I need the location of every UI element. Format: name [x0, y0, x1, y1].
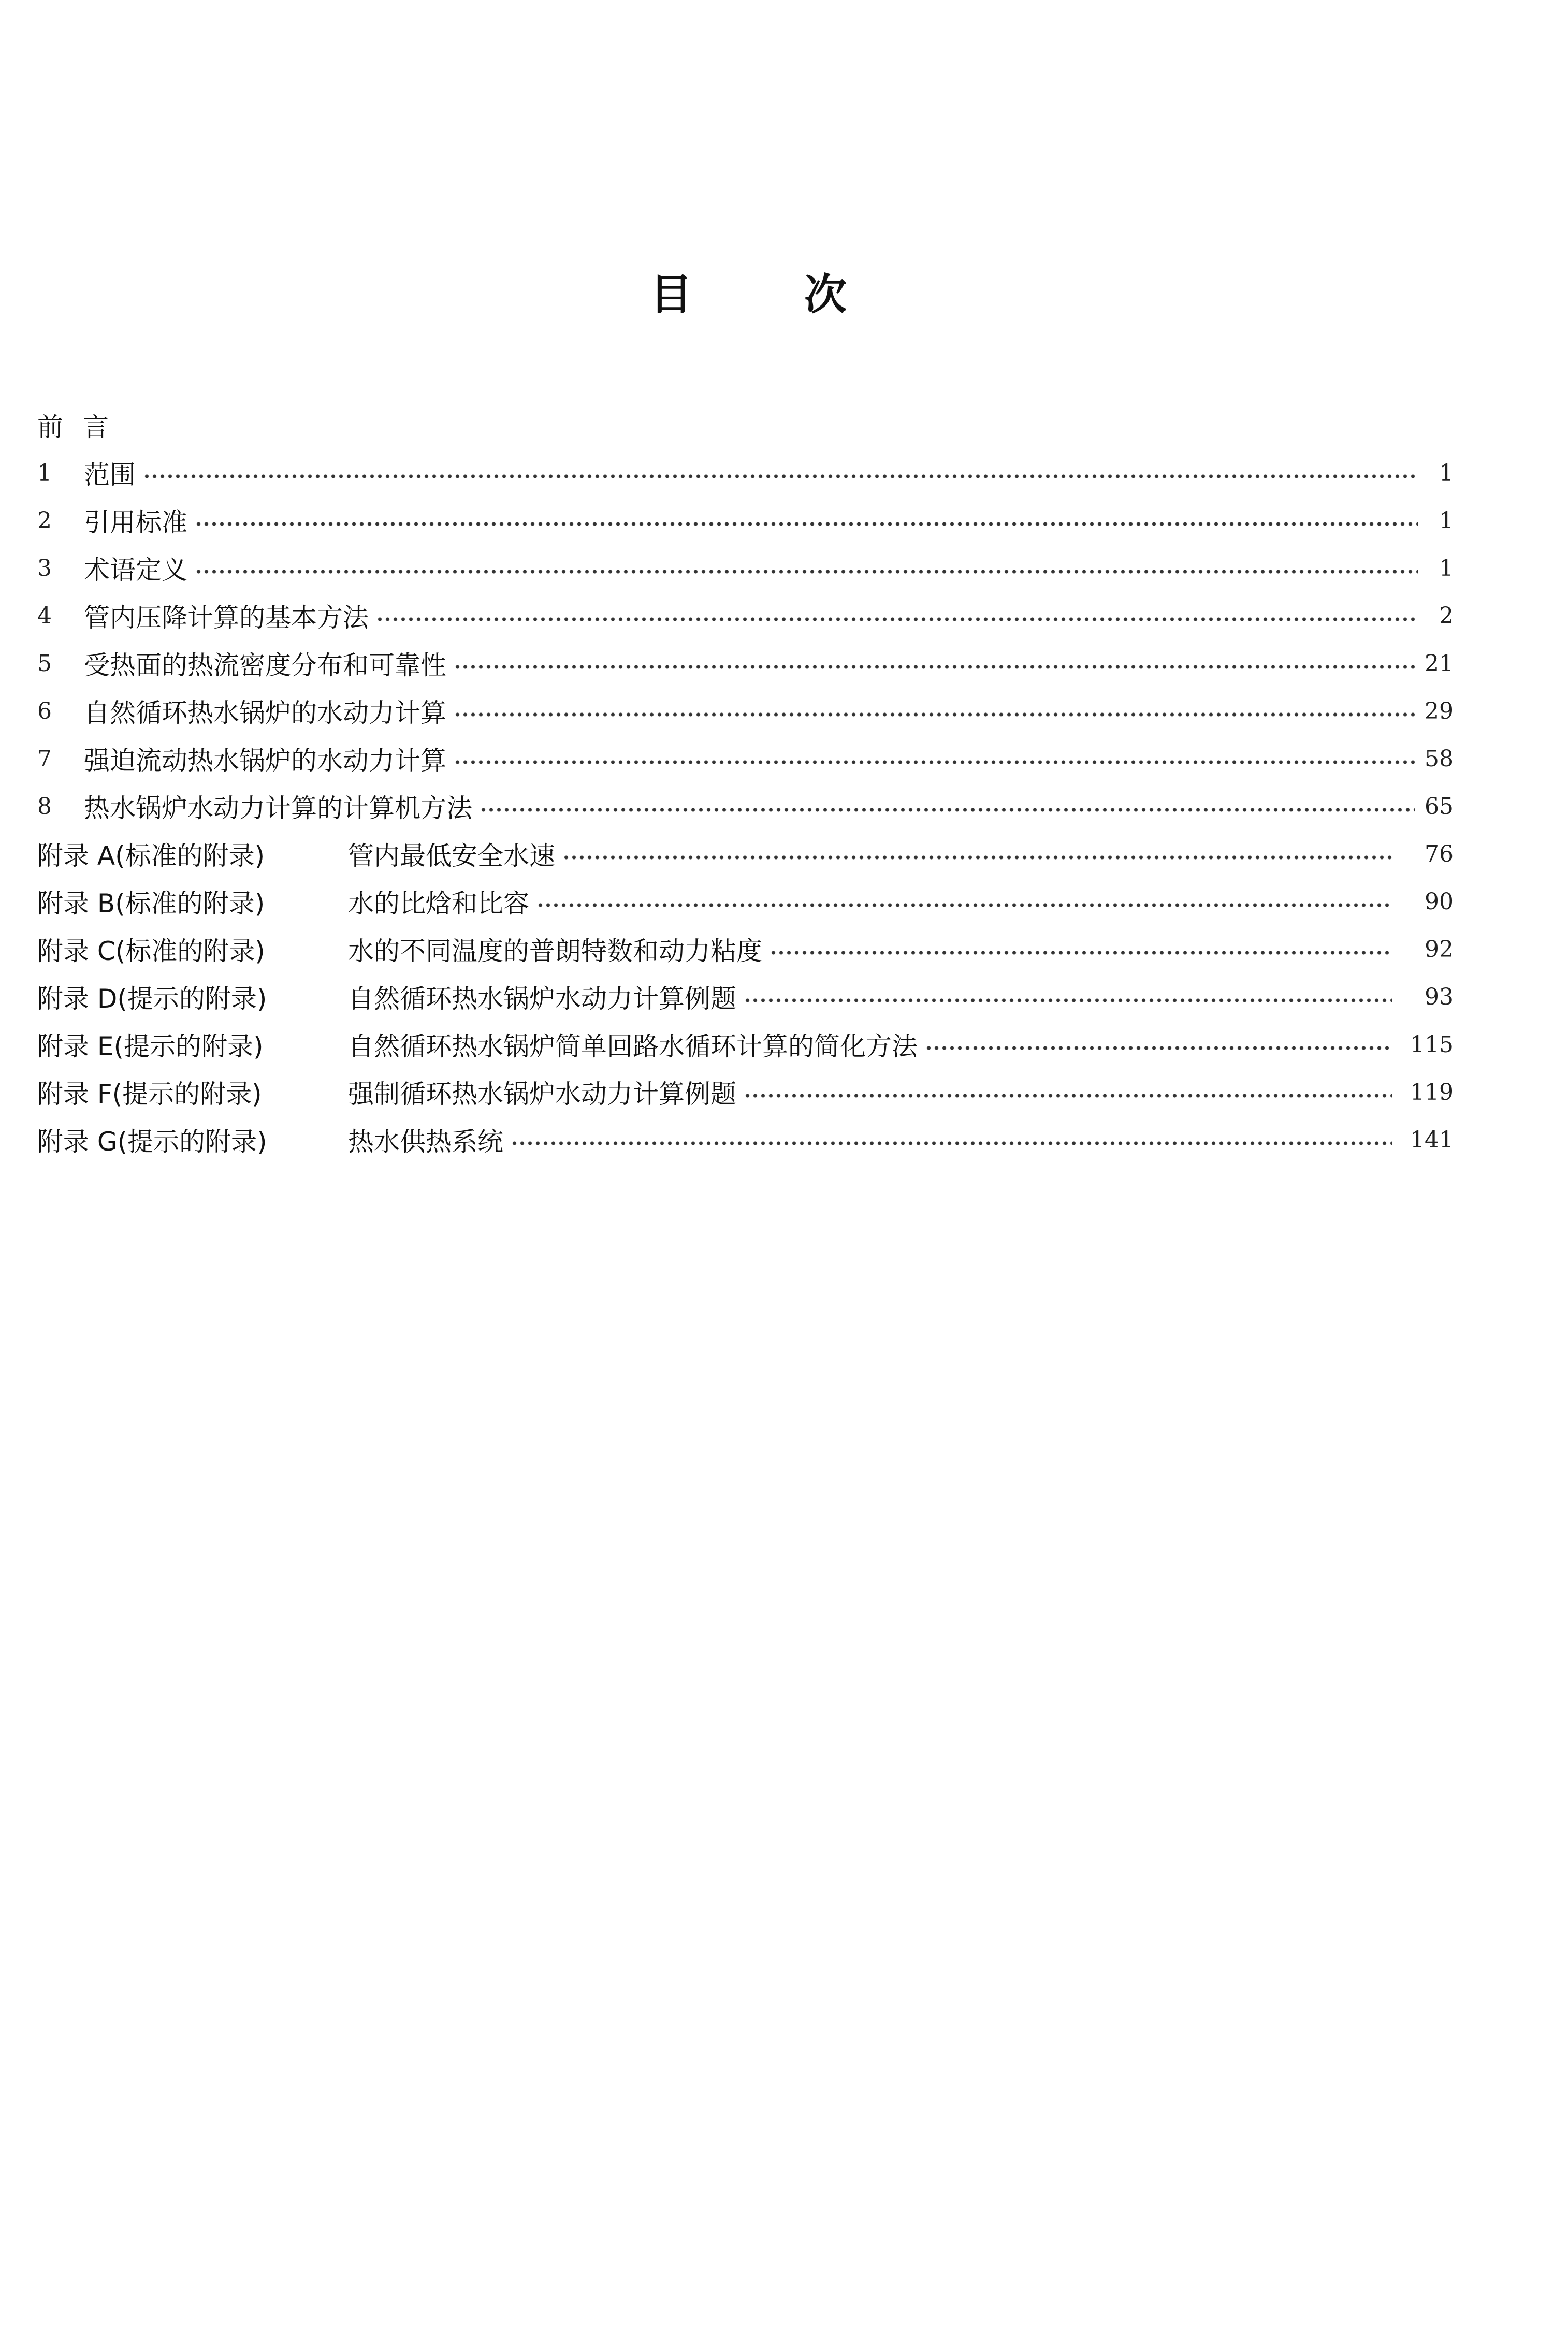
toc-entry-appendix-e[interactable]: [37, 1021, 1454, 1068]
toc-entry-page: 1: [1439, 459, 1454, 486]
toc-leader-dots: [770, 949, 1392, 957]
toc-leader-dots: [744, 1092, 1392, 1100]
toc-entry-appendix-label: 附录 B(标准的附录): [37, 889, 265, 919]
toc-leader-dots: [376, 615, 1418, 623]
toc-entry-page: 76: [1425, 840, 1454, 867]
toc-entry-page: 115: [1410, 1031, 1454, 1058]
toc-entry-title: 自然循环热水锅炉水动力计算例题: [348, 984, 736, 1014]
toc-entry-section-1[interactable]: [37, 449, 1454, 497]
toc-entry-section-6[interactable]: [37, 687, 1454, 735]
toc-entry-section-5[interactable]: [37, 639, 1454, 687]
toc-leader-dots: [454, 758, 1415, 766]
toc-leader-dots: [744, 996, 1392, 1005]
page-title: [650, 269, 847, 321]
page-title-char-2: 次: [804, 270, 847, 319]
toc-entry-title: 引用标准: [84, 507, 187, 537]
toc-entry-title: 管内最低安全水速: [348, 841, 555, 871]
toc-entry-title: 管内压降计算的基本方法: [84, 603, 369, 633]
toc-entry-number: 2: [37, 507, 52, 534]
toc-entry-page: 93: [1425, 983, 1454, 1010]
toc-entry-title: 自然循环热水锅炉简单回路水循环计算的简化方法: [348, 1031, 918, 1061]
toc-leader-dots: [195, 520, 1418, 528]
toc-entry-appendix-c[interactable]: [37, 925, 1454, 973]
toc-leader-dots: [925, 1044, 1392, 1052]
toc-entry-title: 强迫流动热水锅炉的水动力计算: [84, 746, 446, 776]
toc-entry-title: 受热面的热流密度分布和可靠性: [84, 650, 446, 680]
toc-entry-page: 65: [1425, 793, 1454, 820]
toc-entry-number: 5: [37, 650, 52, 677]
toc-entry-page: 1: [1439, 507, 1454, 534]
toc-entry-title: 热水供热系统: [348, 1127, 503, 1157]
page-title-char-1: 目: [650, 270, 693, 319]
toc-entry-page: 2: [1439, 602, 1454, 629]
toc-entry-title: 热水锅炉水动力计算的计算机方法: [84, 793, 472, 823]
toc-entry-number: 3: [37, 555, 52, 581]
toc-leader-dots: [195, 567, 1418, 576]
toc-entry-appendix-a[interactable]: [37, 830, 1454, 878]
section-list: [37, 449, 1454, 830]
toc-entry-number: 4: [37, 602, 52, 629]
toc-entry-section-2[interactable]: [37, 497, 1454, 544]
toc-entry-number: 1: [37, 459, 52, 486]
toc-entry-title: 术语定义: [84, 555, 187, 585]
toc-entry-appendix-label: 附录 F(提示的附录): [37, 1079, 262, 1109]
toc-preface[interactable]: 前言: [37, 412, 128, 442]
toc-entry-appendix-label: 附录 D(提示的附录): [37, 984, 267, 1014]
toc-entry-page: 1: [1439, 555, 1454, 581]
toc-entry-appendix-label: 附录 A(标准的附录): [37, 841, 265, 871]
toc-entry-title: 自然循环热水锅炉的水动力计算: [84, 698, 446, 728]
appendix-list: [37, 830, 1454, 1163]
toc-entry-section-7[interactable]: [37, 735, 1454, 782]
toc-entry-number: 7: [37, 745, 52, 772]
toc-entry-page: 21: [1425, 650, 1454, 677]
toc-entry-appendix-f[interactable]: [37, 1068, 1454, 1116]
toc-entry-appendix-b[interactable]: [37, 878, 1454, 925]
toc-leader-dots: [454, 663, 1415, 671]
toc-entry-section-8[interactable]: [37, 782, 1454, 830]
table-of-contents: [37, 401, 1454, 1163]
toc-leader-dots: [480, 806, 1415, 814]
toc-leader-dots: [454, 710, 1415, 719]
toc-entry-appendix-label: 附录 C(标准的附录): [37, 936, 265, 966]
toc-entry-page: 29: [1425, 697, 1454, 724]
toc-entry-appendix-label: 附录 E(提示的附录): [37, 1031, 264, 1061]
toc-entry-appendix-label: 附录 G(提示的附录): [37, 1127, 267, 1157]
toc-entry-page: 90: [1425, 888, 1454, 915]
toc-leader-dots: [143, 472, 1418, 481]
toc-entry-title: 水的比焓和比容: [348, 889, 529, 919]
toc-entry-title: 水的不同温度的普朗特数和动力粘度: [348, 936, 762, 966]
toc-entry-number: 8: [37, 793, 52, 820]
toc-entry-appendix-g[interactable]: [37, 1116, 1454, 1163]
toc-leader-dots: [511, 1139, 1392, 1147]
toc-entry-page: 92: [1425, 936, 1454, 963]
toc-entry-title: 强制循环热水锅炉水动力计算例题: [348, 1079, 736, 1109]
toc-entry-page: 119: [1410, 1079, 1454, 1105]
toc-leader-dots: [536, 901, 1392, 909]
toc-entry-section-4[interactable]: [37, 592, 1454, 639]
toc-entry-appendix-d[interactable]: [37, 973, 1454, 1021]
toc-entry-number: 6: [37, 697, 52, 724]
toc-leader-dots: [562, 853, 1392, 862]
toc-entry-title: 范围: [84, 460, 136, 490]
toc-entry-page: 58: [1425, 745, 1454, 772]
toc-entry-page: 141: [1410, 1126, 1454, 1153]
toc-entry-section-3[interactable]: [37, 544, 1454, 592]
